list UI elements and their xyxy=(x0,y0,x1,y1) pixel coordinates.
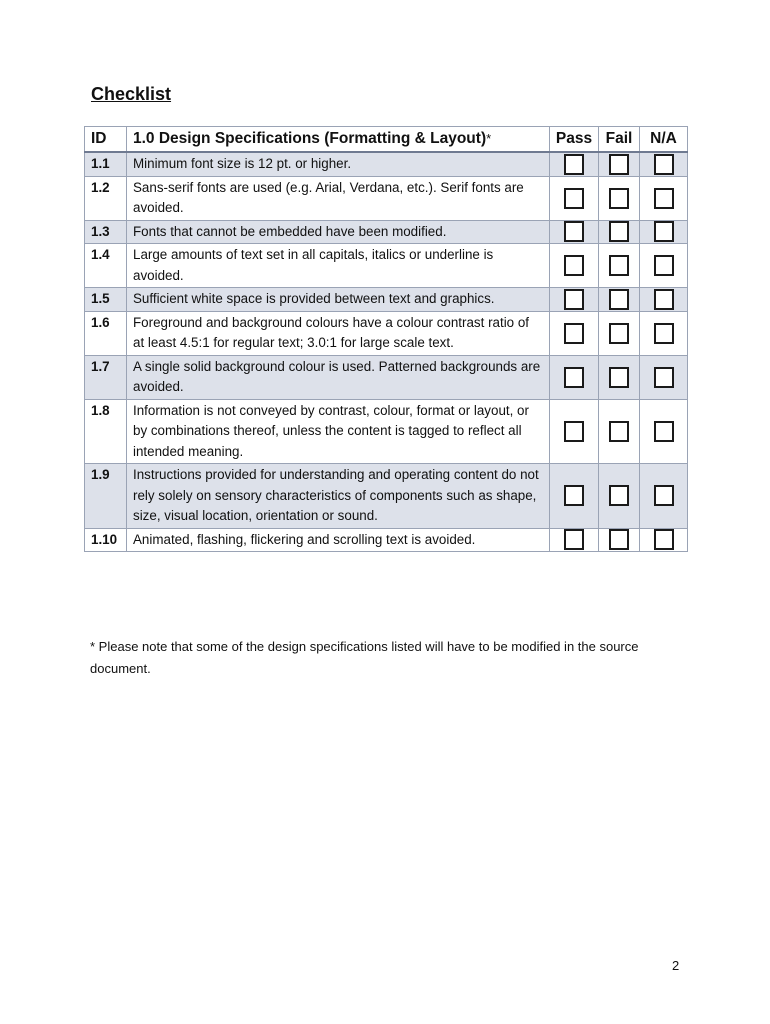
page-title: Checklist xyxy=(91,84,172,104)
row-text: Animated, flashing, flickering and scrolling text is avoided. xyxy=(127,528,550,552)
fail-checkbox[interactable] xyxy=(609,154,629,175)
na-cell xyxy=(640,355,688,399)
na-cell xyxy=(640,288,688,312)
fail-checkbox[interactable] xyxy=(609,367,629,388)
row-id: 1.7 xyxy=(85,355,127,399)
table-row xyxy=(85,288,688,312)
table-row xyxy=(85,244,688,288)
pass-cell xyxy=(550,152,599,176)
row-text: Large amounts of text set in all capitals, italics or underline is avoided. xyxy=(127,244,550,288)
row-id: 1.1 xyxy=(85,152,127,176)
fail-cell xyxy=(599,288,640,312)
header-fail: Fail xyxy=(599,127,640,153)
pass-cell xyxy=(550,176,599,220)
fail-cell xyxy=(599,244,640,288)
na-cell xyxy=(640,152,688,176)
header-asterisk: * xyxy=(486,131,492,146)
na-checkbox[interactable] xyxy=(654,421,674,442)
row-id: 1.2 xyxy=(85,176,127,220)
pass-cell xyxy=(550,220,599,244)
na-checkbox[interactable] xyxy=(654,154,674,175)
table-row xyxy=(85,220,688,244)
page-number: 2 xyxy=(672,958,680,973)
row-text: Minimum font size is 12 pt. or higher. xyxy=(127,152,550,176)
row-text: Foreground and background colours have a colour contrast ratio of at least 4.5:1 for regular text; 3.0:1 for large scale text. xyxy=(127,311,550,355)
checklist-table xyxy=(84,126,688,552)
na-cell xyxy=(640,244,688,288)
na-checkbox[interactable] xyxy=(654,188,674,209)
fail-cell xyxy=(599,528,640,552)
pass-checkbox[interactable] xyxy=(564,529,584,550)
na-cell xyxy=(640,528,688,552)
row-text: A single solid background colour is used. Patterned backgrounds are avoided. xyxy=(127,355,550,399)
table-row xyxy=(85,152,688,176)
fail-checkbox[interactable] xyxy=(609,289,629,310)
table-row xyxy=(85,176,688,220)
na-checkbox[interactable] xyxy=(654,367,674,388)
table-row xyxy=(85,311,688,355)
row-id: 1.9 xyxy=(85,464,127,529)
pass-cell xyxy=(550,244,599,288)
row-id: 1.6 xyxy=(85,311,127,355)
fail-cell xyxy=(599,355,640,399)
na-cell xyxy=(640,399,688,464)
row-text: Information is not conveyed by contrast, colour, format or layout, or by combinations thereof, unless the content is tagged to reflect all intended meaning. xyxy=(127,399,550,464)
fail-checkbox[interactable] xyxy=(609,255,629,276)
na-checkbox[interactable] xyxy=(654,485,674,506)
header-section-label: 1.0 Design Specifications (Formatting & Layout) xyxy=(133,130,487,147)
header-id: ID xyxy=(85,127,127,153)
pass-checkbox[interactable] xyxy=(564,255,584,276)
fail-cell xyxy=(599,311,640,355)
na-cell xyxy=(640,464,688,529)
fail-cell xyxy=(599,220,640,244)
na-cell xyxy=(640,311,688,355)
row-id: 1.10 xyxy=(85,528,127,552)
na-cell xyxy=(640,220,688,244)
pass-checkbox[interactable] xyxy=(564,485,584,506)
table-row xyxy=(85,528,688,552)
pass-cell xyxy=(550,399,599,464)
pass-cell xyxy=(550,464,599,529)
na-checkbox[interactable] xyxy=(654,529,674,550)
fail-checkbox[interactable] xyxy=(609,485,629,506)
footnote: * Please note that some of the design specifications listed will have to be modified in the source document. xyxy=(90,639,639,676)
na-checkbox[interactable] xyxy=(654,289,674,310)
pass-cell xyxy=(550,355,599,399)
row-id: 1.3 xyxy=(85,220,127,244)
fail-checkbox[interactable] xyxy=(609,221,629,242)
pass-checkbox[interactable] xyxy=(564,323,584,344)
table-row xyxy=(85,464,688,529)
table-row xyxy=(85,355,688,399)
pass-checkbox[interactable] xyxy=(564,221,584,242)
fail-cell xyxy=(599,152,640,176)
pass-checkbox[interactable] xyxy=(564,188,584,209)
na-checkbox[interactable] xyxy=(654,255,674,276)
row-text: Fonts that cannot be embedded have been modified. xyxy=(127,220,550,244)
na-checkbox[interactable] xyxy=(654,221,674,242)
row-id: 1.5 xyxy=(85,288,127,312)
table-header-row xyxy=(85,127,688,153)
pass-cell xyxy=(550,528,599,552)
fail-cell xyxy=(599,464,640,529)
row-id: 1.8 xyxy=(85,399,127,464)
pass-cell xyxy=(550,288,599,312)
pass-checkbox[interactable] xyxy=(564,154,584,175)
pass-checkbox[interactable] xyxy=(564,367,584,388)
table-row xyxy=(85,399,688,464)
pass-checkbox[interactable] xyxy=(564,289,584,310)
fail-cell xyxy=(599,399,640,464)
row-text: Instructions provided for understanding and operating content do not rely solely on sensory characteristics of components such as shape, size, visual location, orientation or sound. xyxy=(127,464,550,529)
header-section xyxy=(127,127,550,153)
row-id: 1.4 xyxy=(85,244,127,288)
pass-checkbox[interactable] xyxy=(564,421,584,442)
row-text: Sufficient white space is provided between text and graphics. xyxy=(127,288,550,312)
header-pass: Pass xyxy=(550,127,599,153)
fail-checkbox[interactable] xyxy=(609,323,629,344)
na-cell xyxy=(640,176,688,220)
row-text: Sans-serif fonts are used (e.g. Arial, Verdana, etc.). Serif fonts are avoided. xyxy=(127,176,550,220)
fail-cell xyxy=(599,176,640,220)
fail-checkbox[interactable] xyxy=(609,529,629,550)
fail-checkbox[interactable] xyxy=(609,421,629,442)
fail-checkbox[interactable] xyxy=(609,188,629,209)
header-na: N/A xyxy=(640,127,688,153)
pass-cell xyxy=(550,311,599,355)
na-checkbox[interactable] xyxy=(654,323,674,344)
